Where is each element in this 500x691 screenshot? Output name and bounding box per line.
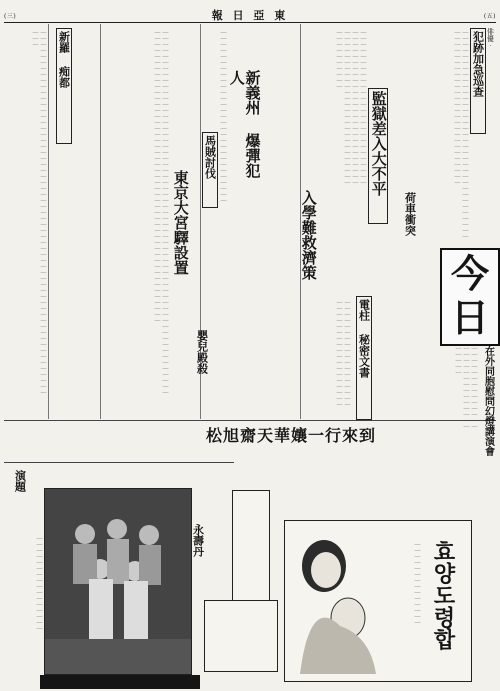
ad-lower bbox=[204, 600, 278, 672]
article-body: ｜｜｜｜｜｜｜｜｜｜｜｜｜｜｜｜｜｜｜｜｜｜｜｜｜｜｜｜｜ bbox=[219, 30, 226, 204]
article-body: ｜｜｜｜｜｜｜｜｜｜｜｜｜｜｜｜｜｜｜｜｜｜｜｜｜｜｜｜｜｜｜｜｜｜｜｜｜｜｜｜｜｜｜｜｜｜｜｜｜｜｜｜｜｜｜｜｜｜｜｜｜ bbox=[453, 30, 468, 240]
article-body: ｜｜｜｜｜｜｜｜｜｜｜｜｜｜｜｜｜｜｜｜｜｜｜｜｜｜｜｜｜｜｜｜｜ bbox=[454, 346, 477, 430]
ad-middle bbox=[232, 490, 270, 612]
today-char-2: 日 bbox=[450, 295, 489, 340]
headline-concert: 松旭齋天華孃一行來到 bbox=[206, 426, 377, 445]
ad-copy: ｜｜｜｜｜｜｜｜｜｜｜｜｜｜ bbox=[413, 542, 420, 626]
masthead-right: (五) bbox=[483, 12, 496, 20]
bottom-banner bbox=[40, 675, 200, 689]
headline-cholera: 新羅 痴都 bbox=[56, 28, 72, 144]
article-body: ｜｜｜｜｜｜｜｜｜｜｜｜｜｜｜｜｜｜｜｜｜｜｜｜｜｜｜｜｜｜｜｜｜｜｜｜｜｜｜｜｜｜｜｜｜｜｜｜｜｜｜｜｜｜｜｜｜｜｜｜｜｜｜｜｜｜｜｜｜｜｜｜｜｜｜｜｜｜｜｜｜｜｜｜｜｜｜｜ bbox=[335, 30, 366, 186]
headline-secret-docs: 電柱 秘密文書 bbox=[356, 296, 372, 420]
article-body: ｜｜｜｜｜｜｜｜｜｜｜｜｜｜｜｜｜｜｜｜｜｜｜｜｜｜｜｜｜｜｜｜｜｜｜｜ bbox=[335, 300, 350, 408]
mother-child-illustration bbox=[290, 526, 380, 674]
column-rule bbox=[48, 24, 49, 419]
masthead bbox=[4, 8, 496, 23]
concert-photo bbox=[44, 488, 192, 675]
masthead-left: (三) bbox=[4, 12, 17, 20]
today-box bbox=[440, 248, 500, 346]
masthead-title: 報 日 亞 東 bbox=[211, 9, 289, 22]
headline-foreign: 在外同胞慰問幻燈講演會 bbox=[482, 346, 494, 456]
section-divider bbox=[4, 462, 234, 463]
column-rule bbox=[100, 24, 101, 419]
headline-car: 荷車衝突 bbox=[403, 192, 417, 236]
headline-baby: 嬰兒殿殺 bbox=[195, 330, 209, 374]
headline-sinuiju: 新義州 爆彈犯人 bbox=[227, 70, 262, 178]
headline-economy: 入學難救濟策 bbox=[299, 190, 318, 280]
subhead-border-patrol: 俳優‧ bbox=[486, 28, 495, 49]
concert-subhead: 演題 bbox=[13, 470, 27, 492]
headline-prison: 監獄差入大不平 bbox=[368, 88, 388, 224]
headline-border-patrol: 犯跡加急巡查 bbox=[470, 28, 486, 134]
troupe-photo-illustration bbox=[45, 489, 191, 674]
ad-hangul-title: 효양도령합 bbox=[430, 540, 455, 650]
concert-details: ｜｜｜｜｜｜｜｜｜｜｜｜｜｜｜｜ bbox=[35, 536, 42, 632]
headline-tokyo: 東京大宮驛設置 bbox=[171, 170, 190, 275]
article-body: ｜｜｜｜｜｜｜｜｜｜｜｜｜｜｜｜｜｜｜｜｜｜｜｜｜｜｜｜｜｜｜｜｜｜｜｜｜｜｜｜｜｜｜｜｜｜｜｜｜｜｜｜｜｜｜｜｜｜｜｜｜｜｜｜｜｜｜｜｜｜｜｜｜｜｜｜｜｜｜｜｜｜｜｜｜｜｜｜｜｜｜｜｜｜｜｜｜｜｜｜｜｜｜｜｜｜｜｜｜｜ bbox=[153, 30, 168, 396]
today-char-1: 今 bbox=[450, 251, 489, 296]
ad-brand: 永壽丹 bbox=[191, 524, 205, 557]
headline-horse: 馬賊討伐 bbox=[202, 132, 218, 208]
article-body: ｜｜｜｜｜｜｜｜｜｜｜｜｜｜｜｜｜｜｜｜｜｜｜｜｜｜｜｜｜｜｜｜｜｜｜｜｜｜｜｜｜｜｜｜｜｜｜｜｜｜｜｜｜｜｜｜｜｜｜｜｜｜｜｜ bbox=[31, 30, 46, 396]
